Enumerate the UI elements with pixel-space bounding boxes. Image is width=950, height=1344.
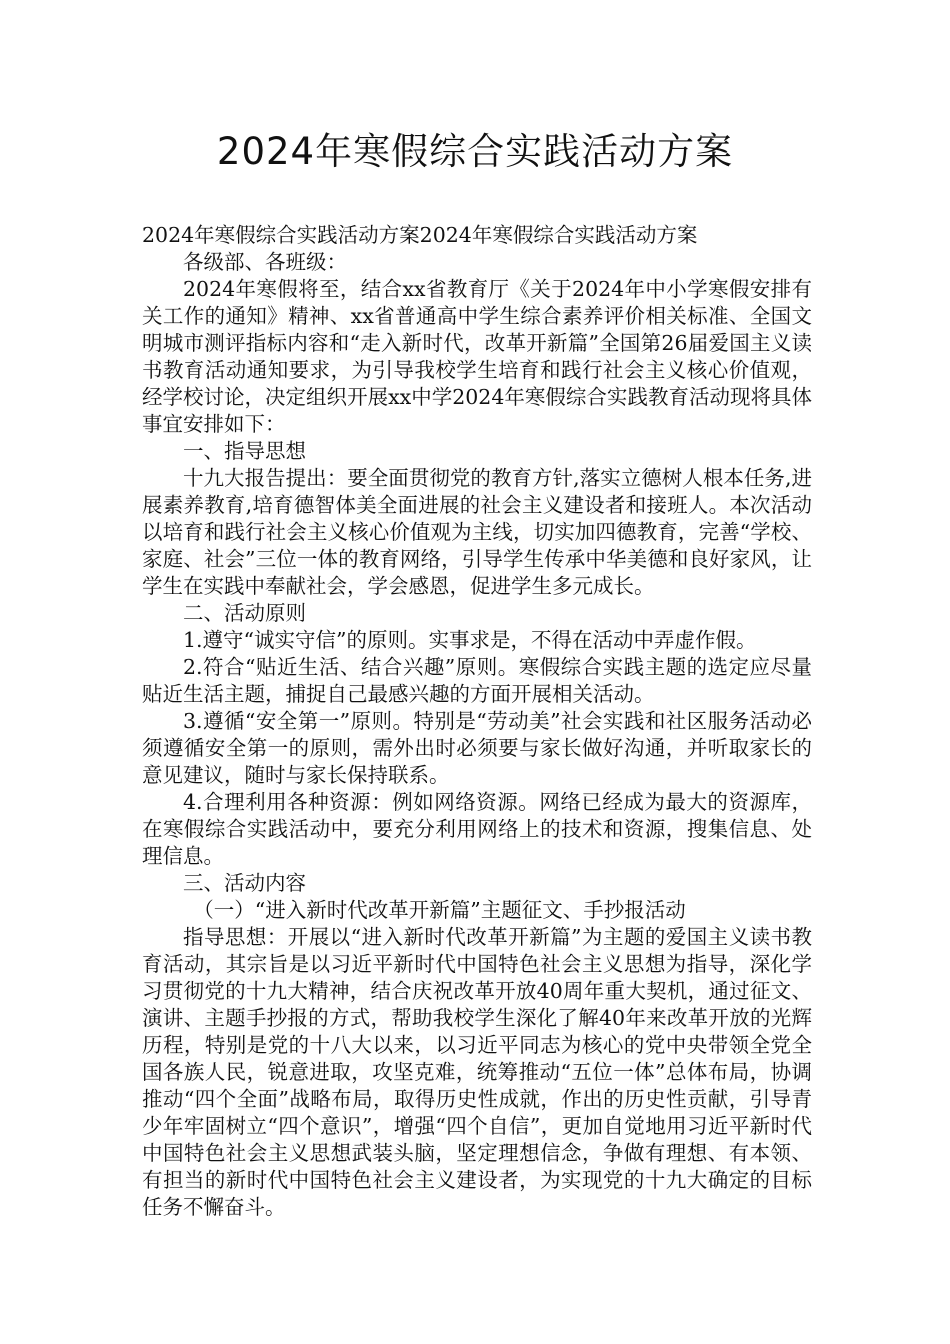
subsection-heading-essay-activity: （一）“进入新时代改革开新篇”主题征文、手抄报活动 xyxy=(193,898,686,922)
paragraph-salutation: 各级部、各班级： xyxy=(183,250,347,274)
principle-item-2: 2.符合“贴近生活、结合兴趣”原则。寒假综合实践主题的选定应尽量贴近生活主题，捕捉自己最感兴趣的方面开展相关活动。 xyxy=(142,655,812,706)
principle-item-3: 3.遵循“安全第一”原则。特别是“劳动美”社会实践和社区服务活动必须遵循安全第一的原则，需外出时必须要与家长做好沟通，并听取家长的意见建议，随时与家长保持联系。 xyxy=(142,709,812,787)
page-title: 2024年寒假综合实践活动方案 xyxy=(216,130,734,173)
section-heading-guiding-ideology: 一、指导思想 xyxy=(183,439,306,463)
section-heading-content: 三、活动内容 xyxy=(183,871,306,895)
section-heading-principles: 二、活动原则 xyxy=(183,601,306,625)
paragraph-subtitle: 2024年寒假综合实践活动方案2024年寒假综合实践活动方案 xyxy=(142,223,698,247)
principle-item-1: 1.遵守“诚实守信”的原则。实事求是，不得在活动中弄虚作假。 xyxy=(183,628,757,652)
document-body xyxy=(142,222,812,1221)
paragraph-guiding-ideology: 十九大报告提出：要全面贯彻党的教育方针,落实立德树人根本任务,进展素养教育,培育德智体美全面进展的社会主义建设者和接班人。本次活动以培育和践行社会主义核心价值观为主线，切实加四德教育，完善“学校、家庭、社会”三位一体的教育网络，引导学生传承中华美德和良好家风，让学生在实践中奉献社会，学会感恩，促进学生多元成长。 xyxy=(142,466,812,598)
paragraph-essay-activity: 指导思想：开展以“进入新时代改革开新篇”为主题的爱国主义读书教育活动，其宗旨是以习近平新时代中国特色社会主义思想为指导，深化学习贯彻党的十九大精神，结合庆祝改革开放40周年重大契机，通过征文、演讲、主题手抄报的方式，帮助我校学生深化了解40年来改革开放的光辉历程，特别是党的十八大以来，以习近平同志为核心的党中央带领全党全国各族人民，锐意进取，攻坚克难，统筹推动“五位一体”总体布局，协调推动“四个全面”战略布局，取得历史性成就，作出的历史性贡献，引导青少年牢固树立“四个意识”，增强“四个自信”，更加自觉地用习近平新时代中国特色社会主义思想武装头脑，坚定理想信念，争做有理想、有本领、有担当的新时代中国特色社会主义建设者，为实现党的十九大确定的目标任务不懈奋斗。 xyxy=(142,925,812,1219)
paragraph-intro: 2024年寒假将至，结合xx省教育厅《关于2024年中小学寒假安排有关工作的通知》精神、xx省普通高中学生综合素养评价相关标准、全国文明城市测评指标内容和“走入新时代，改革开新篇”全国第26届爱国主义读书教育活动通知要求，为引导我校学生培育和践行社会主义核心价值观，经学校讨论，决定组织开展xx中学2024年寒假综合实践教育活动现将具体事宜安排如下： xyxy=(142,277,812,436)
principle-item-4: 4.合理利用各种资源：例如网络资源。网络已经成为最大的资源库，在寒假综合实践活动中，要充分利用网络上的技术和资源，搜集信息、处理信息。 xyxy=(142,790,812,868)
